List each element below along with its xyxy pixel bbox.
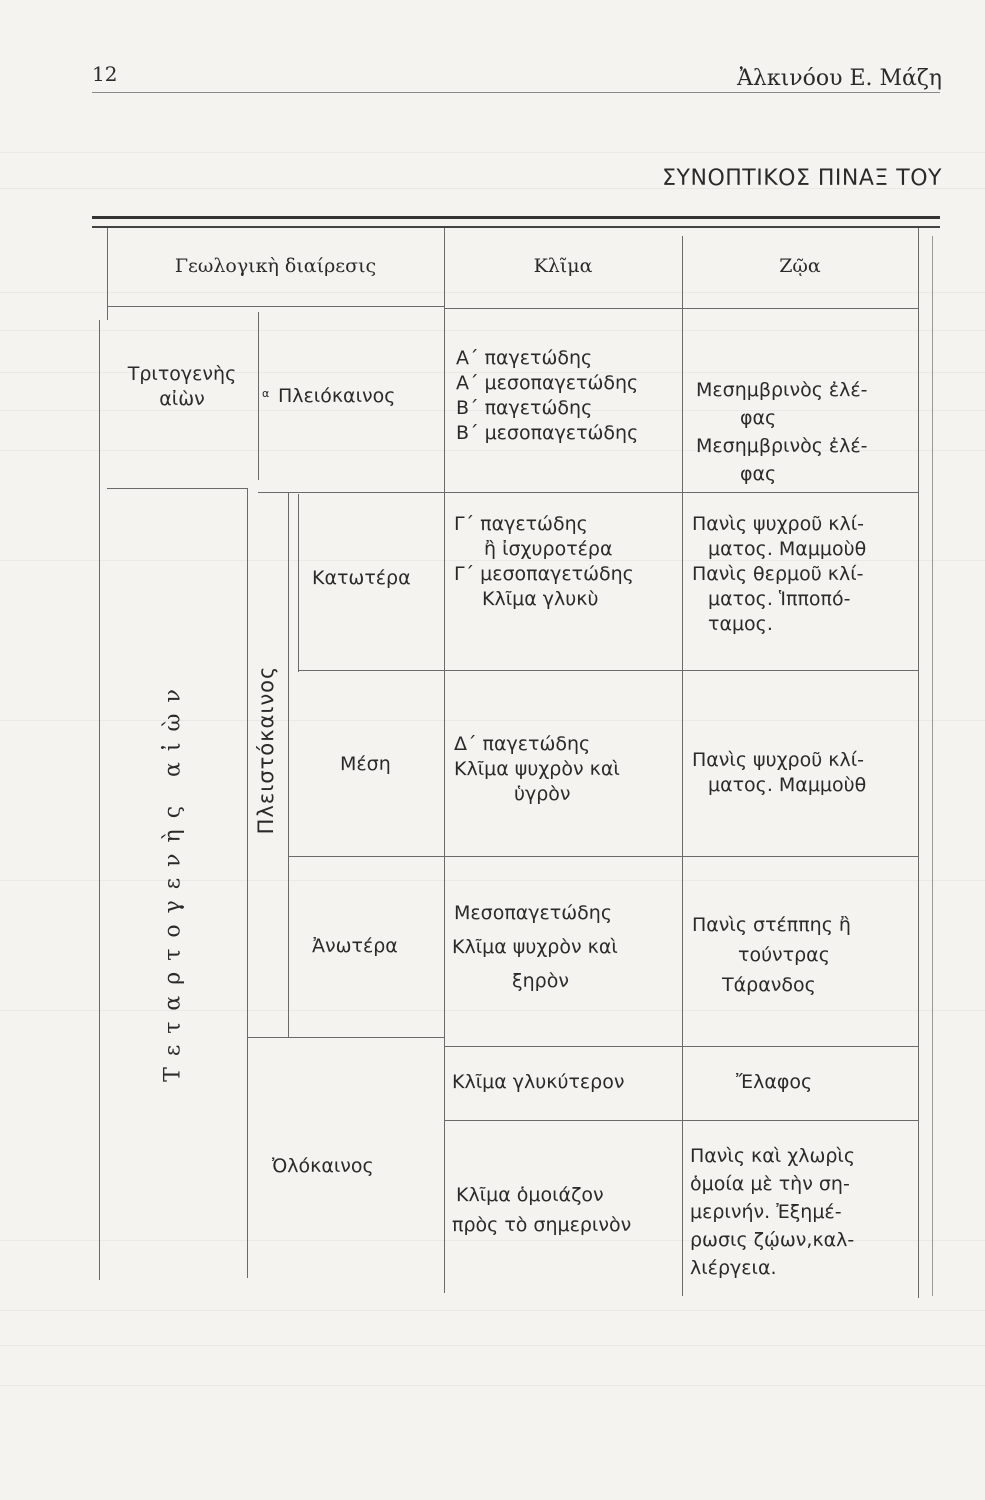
running-head: Ἀλκινόου Ε. Μάζη [737, 66, 942, 91]
header-climate: Κλῖμα [533, 255, 593, 277]
lower-climate: Γ΄ παγετώδης ἢ ἰσχυροτέρα Γ΄ μεσοπαγετώδης Κλῖμα γλυκὺ [454, 513, 634, 610]
middle-animals: Πανὶς ψυχροῦ κλί- ματος. Μαμμοὺθ [692, 749, 867, 796]
header-animals: Ζῷα [779, 255, 821, 277]
subdivision-middle: Μέση [340, 753, 391, 775]
upper-climate: Μεσοπαγετώδης Κλῖμα ψυχρὸν καὶ ξηρὸν [452, 902, 618, 992]
subdivision-upper: Ἀνωτέρα [312, 935, 398, 957]
header-geology: Γεωλογικὴ διαίρεσις [174, 255, 377, 277]
transition-climate: Κλῖμα γλυκύτερον [452, 1071, 625, 1093]
epoch-pliocene: Πλειόκαινος [278, 385, 396, 407]
epoch-holocene: Ὀλόκαινος [272, 1155, 374, 1177]
header-rule [92, 92, 940, 93]
page-number: 12 [92, 62, 118, 86]
holocene-animals: Πανὶς καὶ χλωρὶς ὁμοία μὲ τὴν ση- μερινήν. Ἐξημέ- ρωσις ζῴων,καλ- λιέργεια. [690, 1145, 856, 1279]
holocene-climate: Κλῖμα ὁμοιάζον πρὸς τὸ σημερινὸν [452, 1184, 632, 1236]
section-title: ΣΥΝΟΠΤΙΚΟΣ ΠΙΝΑΞ ΤΟΥ [662, 166, 942, 191]
pliocene-animals: Μεσημβρινὸς ἐλέ- φας Μεσημβρινὸς ἐλέ- φας [696, 379, 868, 485]
lower-animals: Πανὶς ψυχροῦ κλί- ματος. Μαμμοὺθ Πανὶς θερμοῦ κλί- ματος. Ἱπποπό- ταμος. [692, 513, 867, 635]
upper-animals: Πανὶς στέππης ἢ τούντρας Τάρανδος [692, 914, 851, 996]
pliocene-climate: Α΄ παγετώδης Α΄ μεσοπαγετώδης Β΄ παγετώδης Β΄ μεσοπαγετώδης [456, 347, 639, 444]
subdivision-lower: Κατωτέρα [312, 567, 411, 589]
era-quaternary: Τεταρτογενὴς αἰὼν [160, 678, 186, 1082]
era-tertiary: Τριτογενὴς αἰὼν [127, 363, 237, 410]
pliocene-mark: α [262, 387, 270, 400]
middle-climate: Δ΄ παγετώδης Κλῖμα ψυχρὸν καὶ ὑγρὸν [454, 733, 620, 805]
transition-animals: Ἔλαφος [736, 1071, 813, 1093]
epoch-pleistocene: Πλειστόκαινος [254, 665, 278, 835]
